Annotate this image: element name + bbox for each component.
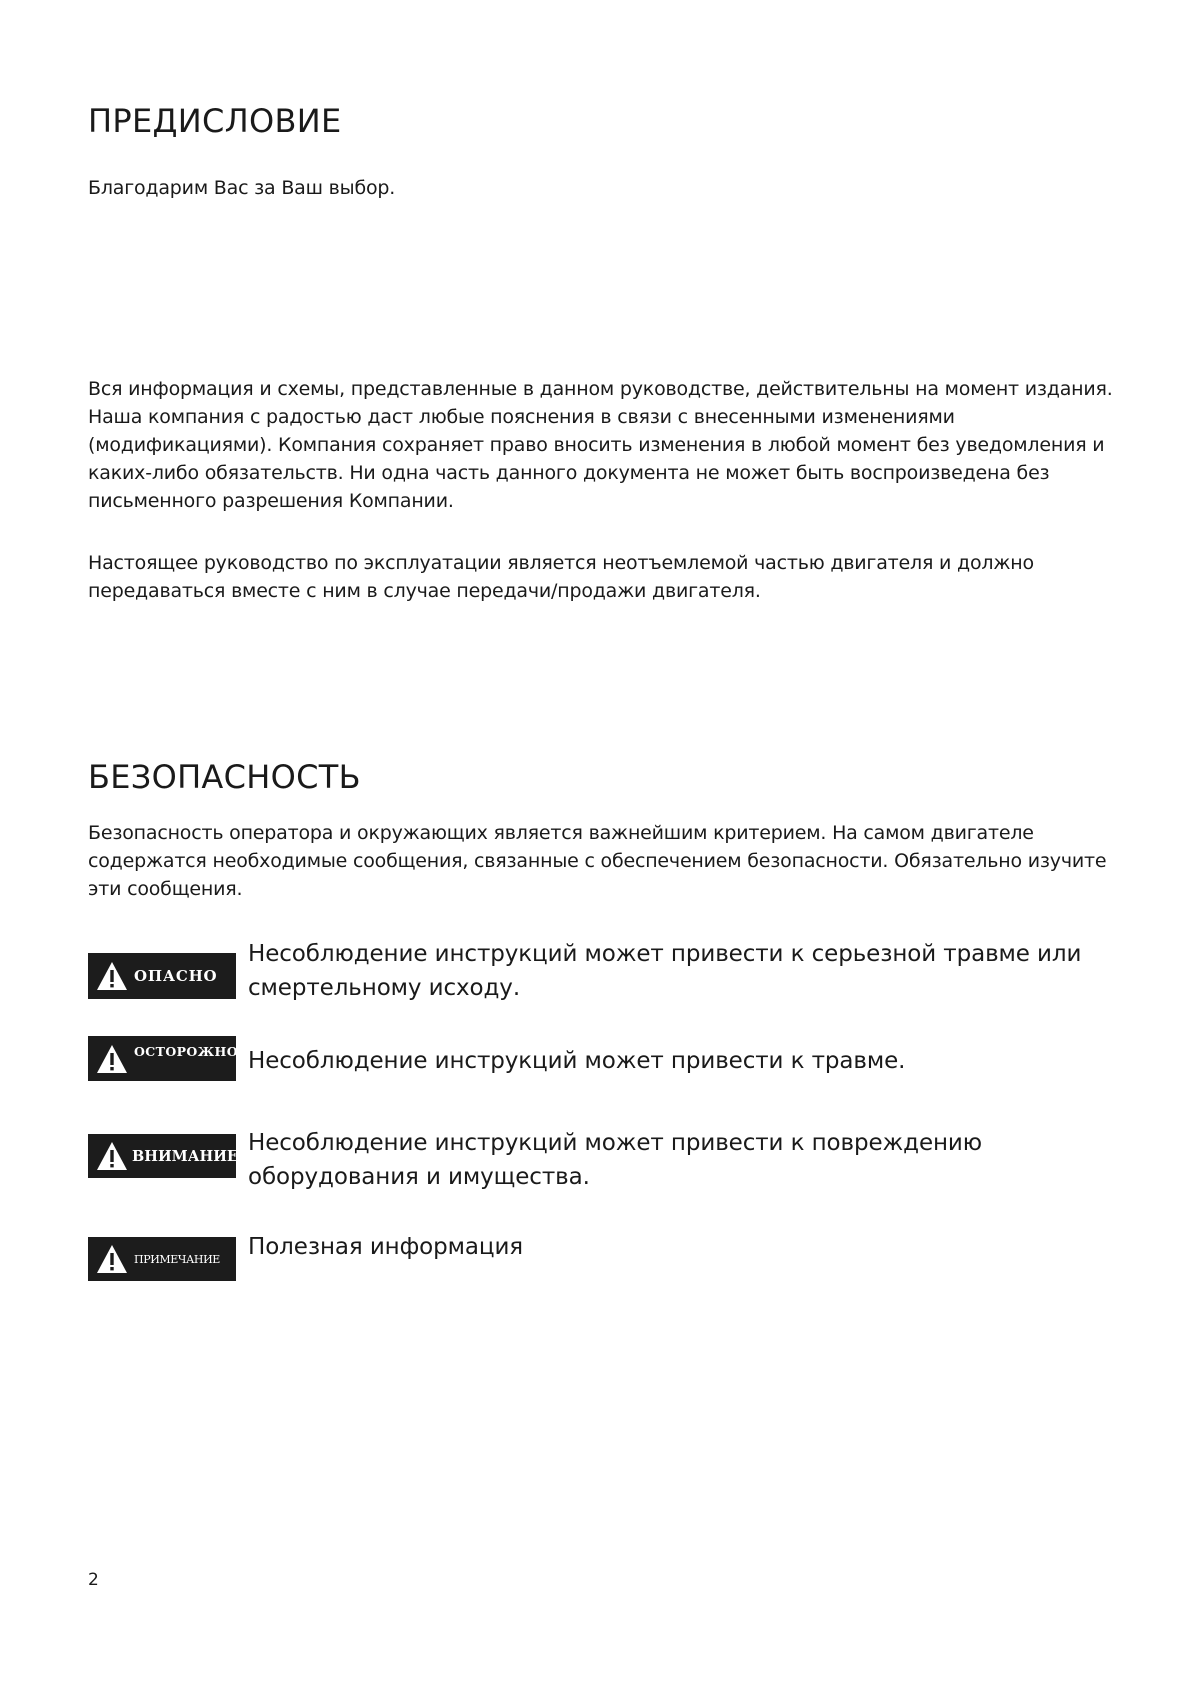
note-warning-text: Полезная информация <box>248 1234 524 1260</box>
warning-triangle-icon <box>96 961 128 991</box>
warning-row-note <box>88 1230 1108 1300</box>
page-number: 2 <box>88 1570 99 1590</box>
safety-heading: БЕЗОПАСНОСТЬ <box>88 758 361 796</box>
warning-row-caution <box>88 1036 1108 1106</box>
caution-badge-label: ОСТОРОЖНО <box>134 1044 239 1059</box>
warning-triangle-icon <box>96 1244 128 1274</box>
warning-triangle-icon <box>96 1044 128 1074</box>
attention-warning-text: Несоблюдение инструкций может привести к повреждению оборудования и имущества. <box>248 1130 983 1190</box>
attention-badge-label: ВНИМАНИЕ <box>132 1147 238 1165</box>
note-badge <box>88 1237 236 1281</box>
warning-row-danger <box>88 937 1108 1007</box>
foreword-thanks-paragraph: Благодарим Вас за Ваш выбор. <box>88 177 396 199</box>
safety-intro-paragraph: Безопасность оператора и окружающих является важнейшим критерием. На самом двигателе содержатся необходимые сообщения, связанные с обеспечением безопасности. Обязательно изучите эти сообщения. <box>88 822 1107 900</box>
foreword-info-paragraph: Вся информация и схемы, представленные в данном руководстве, действительны на момент издания. Наша компания с радостью даст любые пояснения в связи с внесенными изменениями (модификациями). Компания сохраняет право вносить изменения в любой момент без уведомления и каких-либо обязательств. Ни одна часть данного документа не может быть воспроизведена без письменного разрешения Компании. <box>88 378 1113 512</box>
danger-warning-text: Несоблюдение инструкций может привести к серьезной травме или смертельному исходу. <box>248 941 1082 1001</box>
note-badge-label: ПРИМЕЧАНИЕ <box>134 1252 220 1266</box>
danger-badge-label: ОПАСНО <box>134 967 218 985</box>
attention-badge <box>88 1134 236 1178</box>
foreword-manual-paragraph: Настоящее руководство по эксплуатации является неотъемлемой частью двигателя и должно передаваться вместе с ним в случае передачи/продажи двигателя. <box>88 552 1034 602</box>
foreword-heading: ПРЕДИСЛОВИЕ <box>88 102 342 140</box>
caution-warning-text: Несоблюдение инструкций может привести к травме. <box>248 1048 906 1074</box>
warning-row-attention <box>88 1126 1108 1196</box>
caution-badge <box>88 1036 239 1081</box>
warning-triangle-icon <box>96 1141 128 1171</box>
danger-badge <box>88 953 236 999</box>
